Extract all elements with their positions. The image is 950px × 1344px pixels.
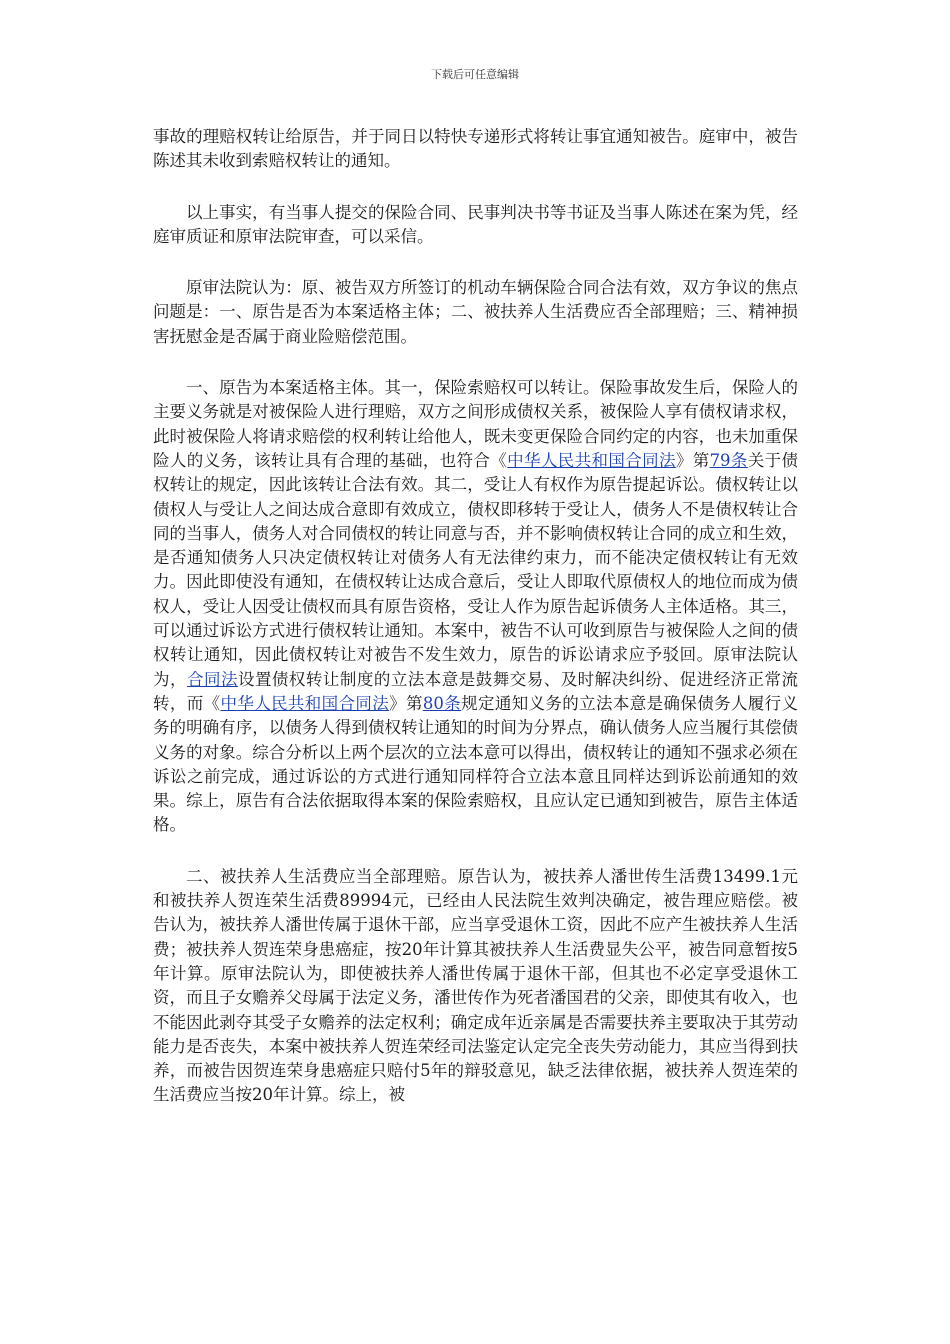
- paragraph-text: 事故的理赔权转让给原告，并于同日以特快专递形式将转让事宜通知被告。庭审中，被告陈述其未收到索赔权转让的通知。: [153, 127, 798, 171]
- law-link-contract-law-2[interactable]: 中华人民共和国合同法: [220, 693, 390, 713]
- document-body: [153, 125, 798, 1135]
- law-link-contract-law-1[interactable]: 中华人民共和国合同法: [507, 450, 676, 470]
- paragraph-text: 》第: [675, 450, 710, 470]
- paragraph-text: 二、被扶养人生活费应当全部理赔。原告认为，被扶养人潘世传生活费13499.1元和被扶养人贺连荣生活费89994元，已经由人民法院生效判决确定，被告理应赔偿。被告认为，被扶养人潘世传属于退休干部，应当享受退休工资，因此不应产生被扶养人生活费；被扶养人贺连荣身患癌症，按20年计算其被扶养人生活费显失公平，被告同意暂按5年计算。原审法院认为，即使被扶养人潘世传属于退休干部，但其也不必定享受退休工资，而且子女赡养父母属于法定义务，潘世传作为死者潘国君的父亲，即使其有收入，也不能因此剥夺其受子女赡养的法定权利；确定成年近亲属是否需要扶养主要取决于其劳动能力是否丧失，本案中被扶养人贺连荣经司法鉴定认定完全丧失劳动能力，其应当得到扶养，而被告因贺连荣身患癌症只赔付5年的辩驳意见，缺乏法律依据，被扶养人贺连荣的生活费应当按20年计算。综上，被: [153, 866, 798, 1105]
- paragraph-text: 》第: [389, 693, 423, 713]
- paragraph-p2: [153, 201, 798, 250]
- paragraph-text: 规定通知义务的立法本意是确保债务人履行义务的明确有序，以债务人得到债权转让通知的时间为分界点，确认债务人应当履行其偿债义务的对象。综合分析以上两个层次的立法本意可以得出，债权转让的通知不强求必须在诉讼之前完成，通过诉讼的方式进行通知同样符合立法本意且同样达到诉讼前通知的效果。综上，原告有合法依据取得本案的保险索赔权，且应认定已通知到被告，原告主体适格。: [153, 693, 799, 835]
- article-80-link[interactable]: 80条: [422, 693, 462, 713]
- paragraph-text: 设置债权转让制度的立法本意是鼓舞交易、及时解决纠纷、促进经济正常流转，而《: [153, 669, 799, 713]
- paragraph-text: 原审法院认为：原、被告双方所签订的机动车辆保险合同合法有效，双方争议的焦点问题是：一、原告是否为本案适格主体；二、被扶养人生活费应否全部理赔；三、精神损害抚慰金是否属于商业险赔偿范围。: [153, 278, 798, 346]
- paragraph-p3: [153, 276, 798, 349]
- law-link-contract-law-short[interactable]: 合同法: [186, 669, 238, 689]
- paragraph-p5: [153, 865, 798, 1108]
- paragraph-text: 一、原告为本案适格主体。其一，保险索赔权可以转让。保险事故发生后，保险人的主要义务就是对被保险人进行理赔，双方之间形成债权关系，被保险人享有债权请求权，此时被保险人将请求赔偿的权利转让给他人，既未变更保险合同约定的内容，也未加重保险人的义务，该转让具有合理的基础，也符合《: [153, 378, 798, 470]
- paragraph-p4: [153, 376, 798, 838]
- article-79-link[interactable]: 79条: [709, 450, 748, 470]
- paragraph-p1: [153, 125, 798, 174]
- page-header: 下载后可任意编辑: [431, 68, 519, 81]
- paragraph-text: 关于债权转让的规定，因此该转让合法有效。其二，受让人有权作为原告提起诉讼。债权转让以债权人与受让人之间达成合意即有效成立，债权即移转于受让人，债务人不是债权转让合同的当事人，债务人对合同债权的转让同意与否，并不影响债权转让合同的成立和生效，是否通知债务人只决定债权转让对债务人有无法律约束力，而不能决定债权转让有无效力。因此即使没有通知，在债权转让达成合意后，受让人即取代原债权人的地位而成为债权人，受让人因受让债权而具有原告资格，受让人作为原告起诉债务人主体适格。其三，可以通过诉讼方式进行债权转让通知。本案中，被告不认可收到原告与被保险人之间的债权转让通知，因此债权转让对被告不发生效力，原告的诉讼请求应予驳回。原审法院认为，: [153, 450, 799, 689]
- paragraph-text: 以上事实，有当事人提交的保险合同、民事判决书等书证及当事人陈述在案为凭，经庭审质证和原审法院审查，可以采信。: [153, 202, 798, 246]
